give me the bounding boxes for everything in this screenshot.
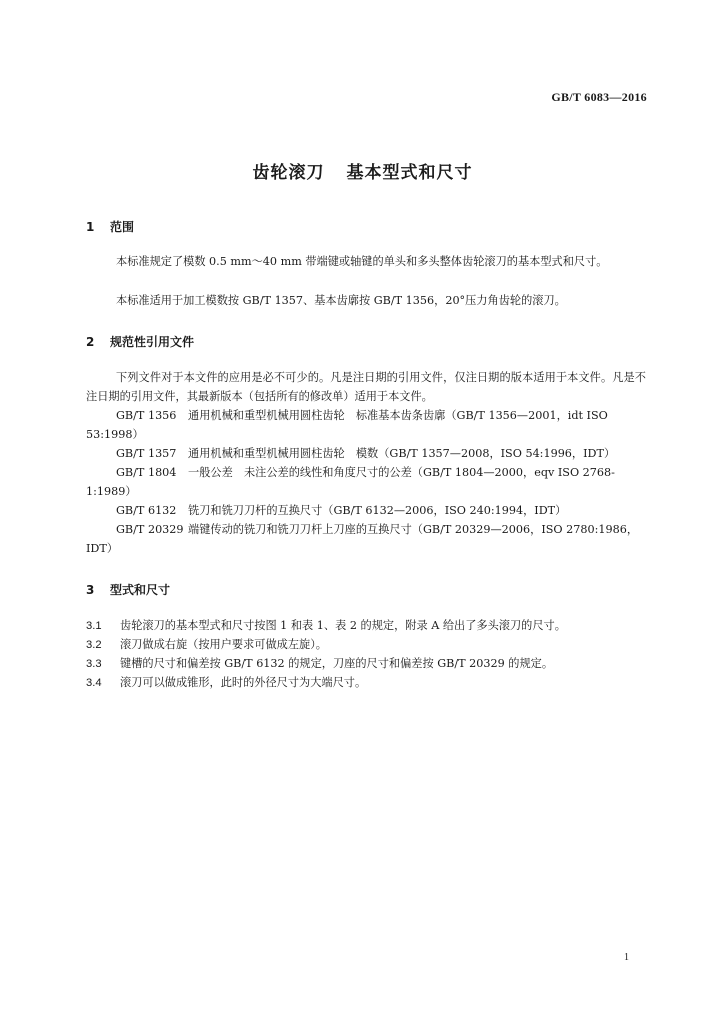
reference-code: GB/T 1356 — [116, 409, 177, 422]
page-number: 1 — [624, 952, 629, 963]
section-title: 型式和尺寸 — [110, 583, 171, 597]
normative-reference — [86, 520, 646, 558]
clause-text: 齿轮滚刀的基本型式和尺寸按图 1 和表 1、表 2 的规定，附录 A 给出了多头滚刀的尺寸。 — [120, 619, 566, 632]
section-3-heading — [86, 581, 170, 598]
reference-code: GB/T 1804 — [116, 466, 177, 479]
standard-code: GB/T 6083—2016 — [551, 90, 647, 104]
clause-text: 滚刀做成右旋（按用户要求可做成左旋）。 — [120, 638, 327, 651]
document-title — [0, 158, 725, 183]
section-number: 1 — [86, 220, 95, 234]
clause-number: 3.3 — [86, 658, 102, 670]
clause-3-2 — [86, 635, 646, 655]
clause-3-1 — [86, 616, 646, 636]
reference-code: GB/T 20329 — [116, 523, 184, 536]
normative-reference — [86, 501, 646, 520]
title-part-1: 齿轮滚刀 — [252, 163, 325, 183]
section-number: 3 — [86, 583, 95, 597]
reference-code: GB/T 6132 — [116, 504, 177, 517]
section-2-intro: 下列文件对于本文件的应用是必不可少的。凡是注日期的引用文件，仅注日期的版本适用于本文件。凡是不注日期的引用文件，其最新版本（包括所有的修改单）适用于本文件。 — [86, 371, 646, 403]
section-2-heading — [86, 333, 194, 350]
reference-title: 铣刀和铣刀刀杆的互换尺寸（GB/T 6132—2006，ISO 240:1994，IDT） — [188, 504, 567, 517]
section-title: 范围 — [110, 220, 135, 234]
clause-text: 滚刀可以做成锥形，此时的外径尺寸为大端尺寸。 — [120, 676, 367, 689]
reference-title: 通用机械和重型机械用圆柱齿轮 模数（GB/T 1357—2008，ISO 54:1996，IDT） — [188, 447, 616, 460]
section-1-para-2: 本标准适用于加工模数按 GB/T 1357、基本齿廓按 GB/T 1356，20°压力角齿轮的滚刀。 — [116, 294, 566, 307]
reference-title: 端键传动的铣刀和铣刀刀杆上刀座的互换尺寸（GB/T 20329—2006，ISO 2780:1986，IDT） — [86, 523, 639, 555]
reference-title: 通用机械和重型机械用圆柱齿轮 标准基本齿条齿廓（GB/T 1356—2001，idt ISO 53:1998） — [86, 409, 608, 441]
clause-number: 3.4 — [86, 677, 102, 689]
normative-reference — [86, 406, 646, 444]
clause-number: 3.2 — [86, 639, 102, 651]
section-1-heading — [86, 218, 134, 235]
reference-title: 一般公差 未注公差的线性和角度尺寸的公差（GB/T 1804—2000，eqv ISO 2768-1:1989） — [86, 466, 615, 498]
clause-3-4 — [86, 673, 646, 693]
normative-reference — [86, 463, 646, 501]
normative-reference — [86, 444, 646, 463]
section-number: 2 — [86, 335, 95, 349]
clause-3-3 — [86, 654, 646, 674]
clause-text: 键槽的尺寸和偏差按 GB/T 6132 的规定，刀座的尺寸和偏差按 GB/T 20329 的规定。 — [120, 657, 554, 670]
title-part-2: 基本型式和尺寸 — [346, 163, 473, 183]
section-title: 规范性引用文件 — [110, 335, 195, 349]
section-1-para-1: 本标准规定了模数 0.5 mm～40 mm 带端键或轴键的单头和多头整体齿轮滚刀的基本型式和尺寸。 — [116, 255, 608, 268]
reference-code: GB/T 1357 — [116, 447, 177, 460]
clause-number: 3.1 — [86, 620, 102, 632]
